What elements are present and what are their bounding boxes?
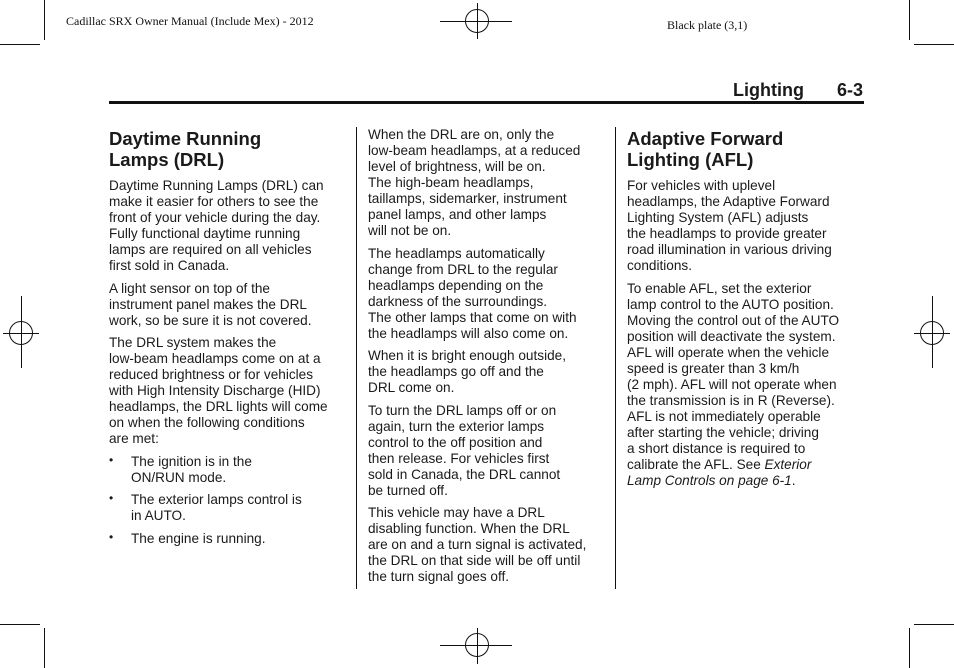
paragraph: This vehicle may have a DRL disabling function. When the DRL are on and a turn signal is activated, the DRL on that side will be off until the turn signal goes off. [368, 505, 587, 584]
paragraph: When it is bright enough outside, the headlamps go off and the DRL come on. [368, 348, 566, 395]
paragraph: A light sensor on top of the instrument panel makes the DRL work, so be sure it is not covered. [109, 280, 312, 328]
bullet-icon: • [109, 529, 114, 544]
section-title: Lighting [733, 80, 804, 100]
cross-reference-link[interactable]: Exterior Lamp Controls on page 6-1 [627, 456, 812, 488]
column-divider [356, 127, 357, 589]
page-number: 6-3 [837, 80, 864, 100]
paragraph: Daytime Running Lamps (DRL) can make it easier for others to see the front of your vehicle during the day. Fully functional daytime running lamps are required on all vehicles first sold in Canada. [109, 178, 324, 273]
paragraph: The headlamps automatically change from DRL to the regular headlamps depending on the darkness of the surroundings. The other lamps that come on with the headlamps will also come on. [368, 245, 577, 341]
crop-mark [0, 44, 40, 45]
column-drl-continued [368, 127, 612, 592]
list-item: • The engine is running. [109, 529, 266, 546]
bullet-icon: • [109, 452, 114, 467]
paragraph: For vehicles with uplevel headlamps, the Adaptive Forward Lighting System (AFL) adjusts the headlamps to provide greater road illumination in various driving conditions. [627, 178, 832, 273]
column-afl [627, 128, 867, 495]
crop-mark [914, 624, 954, 625]
list-item: • The ignition is in the ON/RUN mode. [109, 452, 252, 485]
column-divider [615, 127, 616, 589]
list-item: • The exterior lamps control is in AUTO. [109, 491, 302, 523]
section-heading-afl: Adaptive Forward Lighting (AFL) [627, 128, 784, 170]
paragraph: To enable AFL, set the exterior lamp control to the AUTO position. Moving the control out of the AUTO position will deactivate the system. AFL will operate when the vehicle speed is greater than 3 km/h (2 mph). AFL will not operate when the transmission is in R (Reverse). AFL is not immediately operable after starting the vehicle; driving a short distance is required to calibrate the AFL. See Exterior Lamp Controls on page 6-1. [627, 280, 840, 488]
paragraph: The DRL system makes the low-beam headlamps come on at a reduced brightness or for vehicles with High Intensity Discharge (HID) headlamps, the DRL lights will come on when the following conditions are met: [109, 335, 328, 446]
crop-mark [44, 0, 45, 40]
crop-mark [0, 624, 40, 625]
column-drl [109, 128, 353, 553]
crop-mark [914, 44, 954, 45]
crop-mark [44, 628, 45, 668]
section-heading-drl: Daytime Running Lamps (DRL) [109, 128, 262, 170]
conditions-list [109, 454, 353, 547]
paragraph: To turn the DRL lamps off or on again, turn the exterior lamps control to the off position and then release. For vehicles first sold in Canada, the DRL cannot be turned off. [368, 402, 561, 498]
print-meta-right: Black plate (3,1) [667, 18, 748, 32]
crop-mark [909, 628, 910, 668]
print-meta-left: Cadillac SRX Owner Manual (Include Mex) - 2012 [66, 14, 314, 28]
bullet-icon: • [109, 491, 114, 505]
header-rule [109, 101, 864, 104]
paragraph: When the DRL are on, only the low-beam headlamps, at a reduced level of brightness, will be on. The high-beam headlamps, taillamps, sidemarker, instrument panel lamps, and other lamps will not be on. [368, 127, 581, 238]
crop-mark [909, 0, 910, 40]
